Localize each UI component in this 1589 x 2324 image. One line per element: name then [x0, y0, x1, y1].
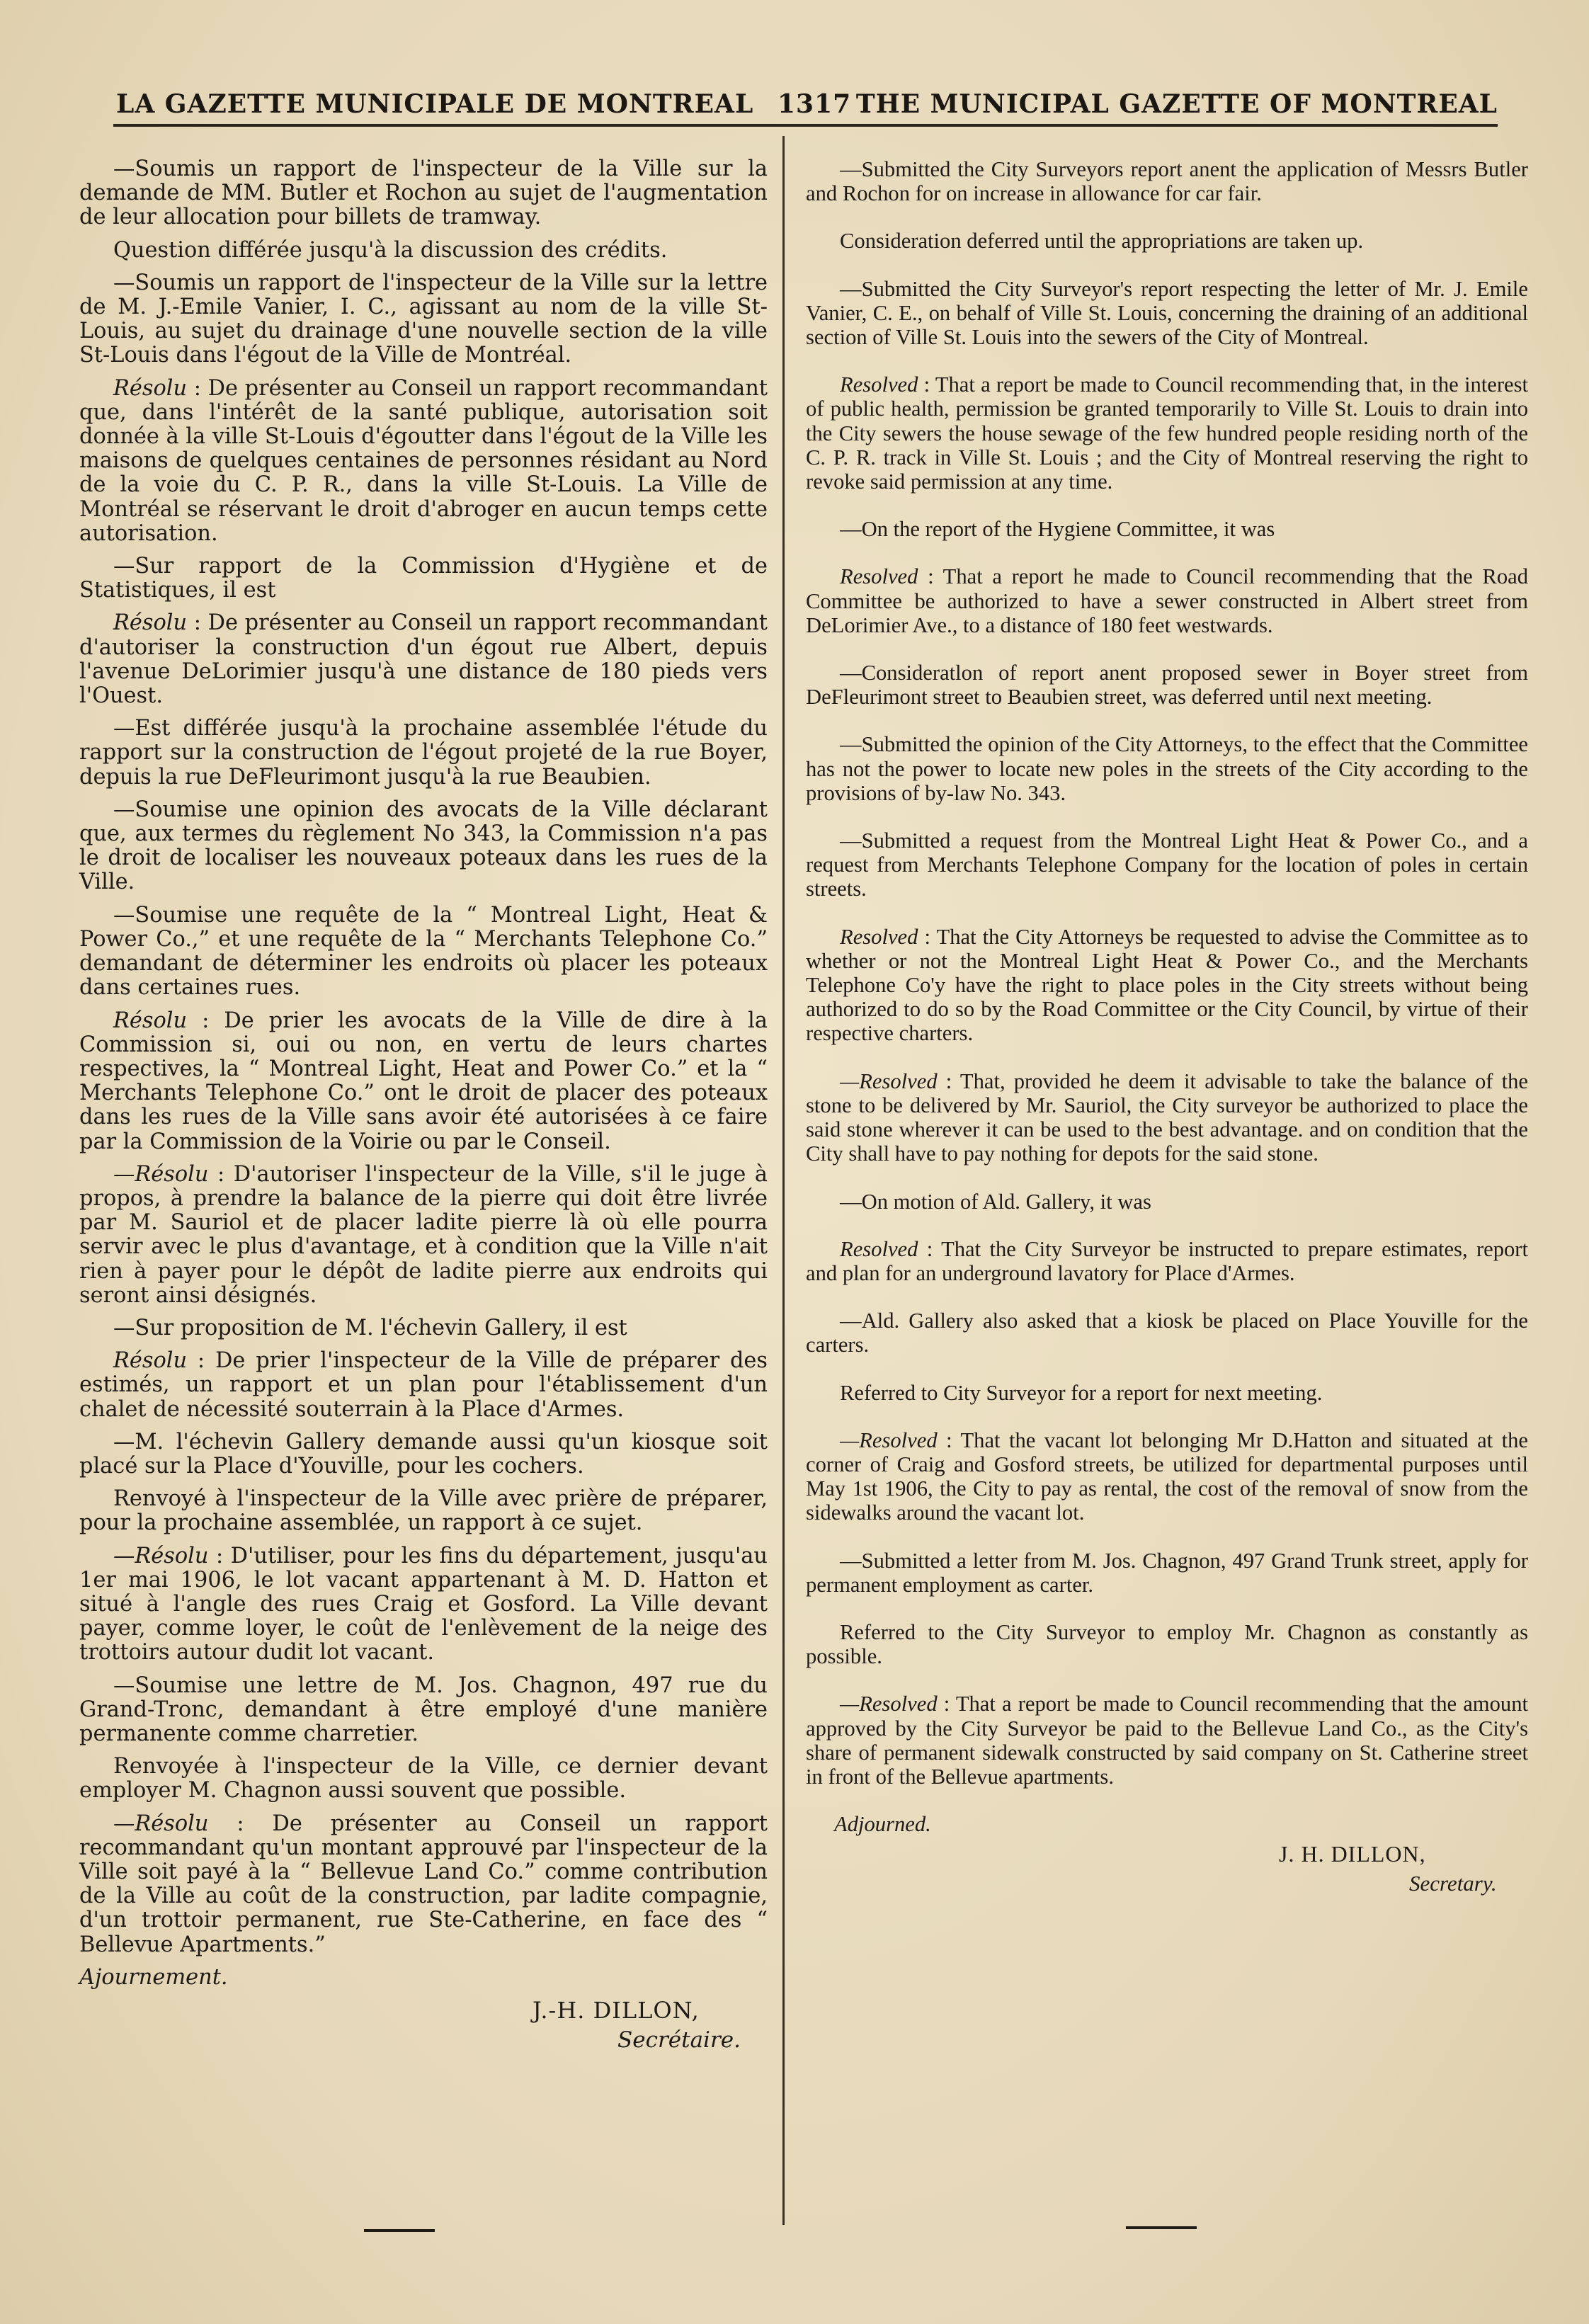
- fr-signature: J.-H. DILLON,: [532, 1997, 700, 2024]
- en-paragraph: Consideration deferred until the appropriations are taken up.: [840, 229, 1364, 254]
- fr-resolution: [79, 1349, 768, 1422]
- en-paragraph: —Consideratlon of report anent proposed sewer in Boyer street from DeFleurimont street to Beaubien street, was deferred until next meeting.: [806, 661, 1528, 710]
- resolution-text: : De prier l'inspecteur de la Ville de préparer des estimés, un rapport et un plan pour l'établissement d'un chalet de nécessité souterrain à la Place d'Armes.: [79, 1348, 768, 1422]
- en-paragraph: —Submitted a letter from M. Jos. Chagnon, 497 Grand Trunk street, apply for permanent employment as carter.: [806, 1548, 1528, 1597]
- resolution-text: : That the vacant lot belonging Mr D.Hatton and situated at the corner of Craig and Gosford streets, be utilized for departmental purposes until May 1st 1906, the City to pay as rental, the cost of the removal of snow from the sidewalks around the vacant lot.: [806, 1428, 1528, 1525]
- en-paragraph: Referred to the City Surveyor to employ Mr. Chagnon as constantly as possible.: [806, 1619, 1528, 1669]
- fr-paragraph: —Soumise une lettre de M. Jos. Chagnon, 497 rue du Grand-Tronc, demandant à être employé d'une manière permanente comme charretier.: [79, 1673, 768, 1746]
- en-signature-title: Secretary.: [1409, 1871, 1497, 1896]
- header-title-french: LA GAZETTE MUNICIPALE DE MONTREAL: [116, 89, 754, 119]
- fr-paragraph: —Soumis un rapport de l'inspecteur de la Ville sur la demande de MM. Butler et Rochon au sujet de l'augmentation de leur allocation pour billets de tramway.: [79, 156, 768, 230]
- header-rule: [113, 124, 1498, 127]
- en-paragraph: —On motion of Ald. Gallery, it was: [840, 1189, 1151, 1214]
- fr-paragraph: Question différée jusqu'à la discussion des crédits.: [113, 237, 668, 263]
- page-header: [113, 84, 1498, 126]
- fr-resolution: [79, 377, 768, 546]
- column-divider: [782, 136, 785, 2225]
- resolution-text: : That the City Attorneys be requested to advise the Committee as to whether or not the Montreal Light Heat & Power Co., and the Merchants Telephone Co'y have the right to place poles in the City streets without being authorized to do so by the Road Committee or the City Council, by virtue of their respective charters.: [806, 924, 1528, 1046]
- fr-paragraph: —Soumise une requête de la “ Montreal Light, Heat & Power Co.,” et une requête de la “ Merchants Telephone Co.” demandant de déterminer les endroits où placer les poteaux dans certaines rues.: [79, 902, 768, 1001]
- resolution-text: : De présenter au Conseil un rapport recommandant que, dans l'intérêt de la santé publique, autorisation soit donnée à la ville St-Louis d'égoutter dans l'égout de la Ville les maisons de quelques centaines de personnes résidant au Nord de la voie du C. P. R., dans la ville St-Louis. La Ville de Montréal se réservant le droit d'abroger en aucun temps cette autorisation.: [79, 375, 768, 546]
- resolution-label: Résolu: [113, 610, 188, 636]
- en-end-rule: [1126, 2226, 1197, 2229]
- resolution-label: Resolved: [840, 1236, 918, 1261]
- fr-paragraph: —Est différée jusqu'à la prochaine assemblée l'étude du rapport sur la construction de l'égout projeté de la rue Boyer, depuis la rue DeFleurimont jusqu'à la rue Beaubien.: [79, 716, 768, 790]
- en-paragraph: —Submitted the City Surveyors report anent the application of Messrs Butler and Rochon for on increase in allowance for car fair.: [806, 157, 1528, 206]
- resolution-text: : That a report be made to Council recommending that the amount approved by the City Surveyor be paid to the Bellevue Land Co., as the City's share of permanent sidewalk constructed by said company on St. Catherine street in front of the Bellevue apartments.: [806, 1692, 1528, 1789]
- resolution-text: : That a report he made to Council recommending that the Road Committee be authorized to have a sewer constructed in Albert street from DeLorimier Ave., to a distance of 180 feet westwards.: [806, 564, 1528, 637]
- en-paragraph: Referred to City Surveyor for a report for next meeting.: [840, 1380, 1323, 1405]
- fr-end-rule: [364, 2229, 435, 2232]
- en-resolution: [806, 925, 1528, 1046]
- resolution-label: —Resolved: [840, 1069, 938, 1093]
- en-paragraph: —Submitted the opinion of the City Attorneys, to the effect that the Committee has not the power to locate new poles in the streets of the City according to the provisions of by-law No. 343.: [806, 732, 1528, 805]
- fr-signature-block: [79, 1998, 768, 2062]
- fr-paragraph: —Sur proposition de M. l'échevin Gallery, il est: [113, 1315, 627, 1340]
- en-signature-block: [806, 1842, 1528, 1906]
- fr-paragraph: Renvoyé à l'inspecteur de la Ville avec prière de préparer, pour la prochaine assemblée, un rapport à ce sujet.: [79, 1486, 768, 1536]
- french-column: [79, 157, 768, 2062]
- resolution-text: : De présenter au Conseil un rapport recommandant qu'un montant approuvé par l'inspecteur de la Ville soit payé à la “ Bellevue Land Co.” comme contribution de la Ville au coût de la construction, par ladite compagnie, d'un trottoir permanent, rue Ste-Catherine, en face des “ Bellevue Apartments.”: [79, 1811, 768, 1957]
- english-column: [806, 157, 1528, 1906]
- resolution-label: —Résolu: [113, 1161, 209, 1187]
- resolution-label: Résolu: [113, 1008, 188, 1033]
- fr-paragraph: Renvoyée à l'inspecteur de la Ville, ce dernier devant employer M. Chagnon aussi souvent que possible.: [79, 1754, 768, 1804]
- resolution-label: Résolu: [113, 375, 188, 401]
- en-resolution: [806, 1428, 1528, 1525]
- fr-resolution: [79, 1812, 768, 1957]
- en-paragraph: —Submitted a request from the Montreal Light Heat & Power Co., and a request from Merchants Telephone Company for the location of poles in certain streets.: [806, 828, 1528, 901]
- en-paragraph: —Ald. Gallery also asked that a kiosk be placed on Place Youville for the carters.: [806, 1309, 1528, 1357]
- fr-resolution: [79, 1163, 768, 1308]
- en-resolution: [806, 564, 1528, 637]
- resolution-label: —Résolu: [113, 1543, 209, 1568]
- resolution-text: : D'utiliser, pour les fins du département, jusqu'au 1er mai 1906, le lot vacant appartenant à M. D. Hatton et situé à l'angle des rues Craig et Gosford. La Ville devant payer, comme loyer, le coût de l'enlèvement de la neige des trottoirs autour dudit lot vacant.: [79, 1543, 768, 1665]
- fr-paragraph: —Soumis un rapport de l'inspecteur de la Ville sur la lettre de M. J.-Emile Vanier, I. C., agissant au nom de la ville St-Louis, au sujet du drainage d'une nouvelle section de la ville St-Louis dans l'égout de la Ville de Montréal.: [79, 270, 768, 368]
- en-resolution: [806, 1237, 1528, 1285]
- resolution-label: —Resolved: [840, 1692, 938, 1716]
- en-adjournment: Adjourned.: [834, 1812, 931, 1837]
- en-paragraph: —Submitted the City Surveyor's report respecting the letter of Mr. J. Emile Vanier, C. E., on behalf of Ville St. Louis, concerning the draining of an additional section of Ville St. Louis into the sewers of the City of Montreal.: [806, 276, 1528, 350]
- fr-resolution: [79, 1009, 768, 1154]
- resolution-label: —Résolu: [113, 1811, 209, 1836]
- fr-resolution: [79, 611, 768, 708]
- resolution-text: : That the City Surveyor be instructed to prepare estimates, report and plan for an underground lavatory for Place d'Armes.: [806, 1236, 1528, 1285]
- resolution-text: : De présenter au Conseil un rapport recommandant d'autoriser la construction d'un égout rue Albert, depuis l'avenue DeLorimier jusqu'à une distance de 180 pieds vers l'Ouest.: [79, 610, 768, 709]
- resolution-text: : De prier les avocats de la Ville de dire à la Commission si, oui ou non, en vertu de leurs chartes respectives, la “ Montreal Light, Heat and Power Co.” et la “ Merchants Telephone Co.” ont le droit de placer des poteaux dans les rues de la Ville sans avoir été autorisées à ce faire par la Commission de la Voirie ou par le Conseil.: [79, 1008, 768, 1154]
- page-number: 1317: [778, 89, 852, 119]
- resolution-text: : That, provided he deem it advisable to take the balance of the stone to be delivered by Mr. Sauriol, the City surveyor be authorized to place the said stone wherever it can be used to the best advantage. and on condition that the City shall have to pay nothing for depots for the said stone.: [806, 1069, 1528, 1166]
- resolution-label: Resolved: [840, 564, 918, 589]
- resolution-label: Resolved: [840, 924, 918, 949]
- en-resolution: [806, 1069, 1528, 1166]
- resolution-label: Resolved: [840, 372, 918, 397]
- resolution-label: Résolu: [113, 1348, 188, 1374]
- resolution-label: —Resolved: [840, 1428, 938, 1452]
- header-title-english: THE MUNICIPAL GAZETTE OF MONTREAL: [855, 89, 1498, 119]
- en-signature: J. H. DILLON,: [1279, 1841, 1426, 1867]
- resolution-text: : That a report be made to Council recommending that, in the interest of public health, permission be granted temporarily to Ville St. Louis to drain into the City sewers the house sewage of the few hundred people residing north of the C. P. R. track in Ville St. Louis ; and the City of Montreal reserving the right to revoke said permission at any time.: [806, 372, 1528, 494]
- en-paragraph: —On the report of the Hygiene Committee, it was: [840, 517, 1275, 542]
- en-resolution: [806, 1692, 1528, 1789]
- en-resolution: [806, 372, 1528, 494]
- fr-resolution: [79, 1544, 768, 1665]
- fr-paragraph: —Sur rapport de la Commission d'Hygiène et de Statistiques, il est: [79, 554, 768, 603]
- fr-signature-title: Secrétaire.: [617, 2027, 741, 2054]
- fr-adjournment: Ajournement.: [79, 1964, 228, 1990]
- fr-paragraph: —M. l'échevin Gallery demande aussi qu'un kiosque soit placé sur la Place d'Youville, pour les cochers.: [79, 1429, 768, 1479]
- fr-paragraph: —Soumise une opinion des avocats de la Ville déclarant que, aux termes du règlement No 343, la Commission n'a pas le droit de localiser les nouveaux poteaux dans les rues de la Ville.: [79, 797, 768, 895]
- resolution-text: : D'autoriser l'inspecteur de la Ville, s'il le juge à propos, à prendre la balance de la pierre qui doit être livrée par M. Sauriol et de placer ladite pierre là où elle pourra servir avec le plus d'avantage, et à condition que la Ville n'ait rien à payer pour le dépôt de ladite pierre aux endroits qui seront ainsi désignés.: [79, 1161, 768, 1308]
